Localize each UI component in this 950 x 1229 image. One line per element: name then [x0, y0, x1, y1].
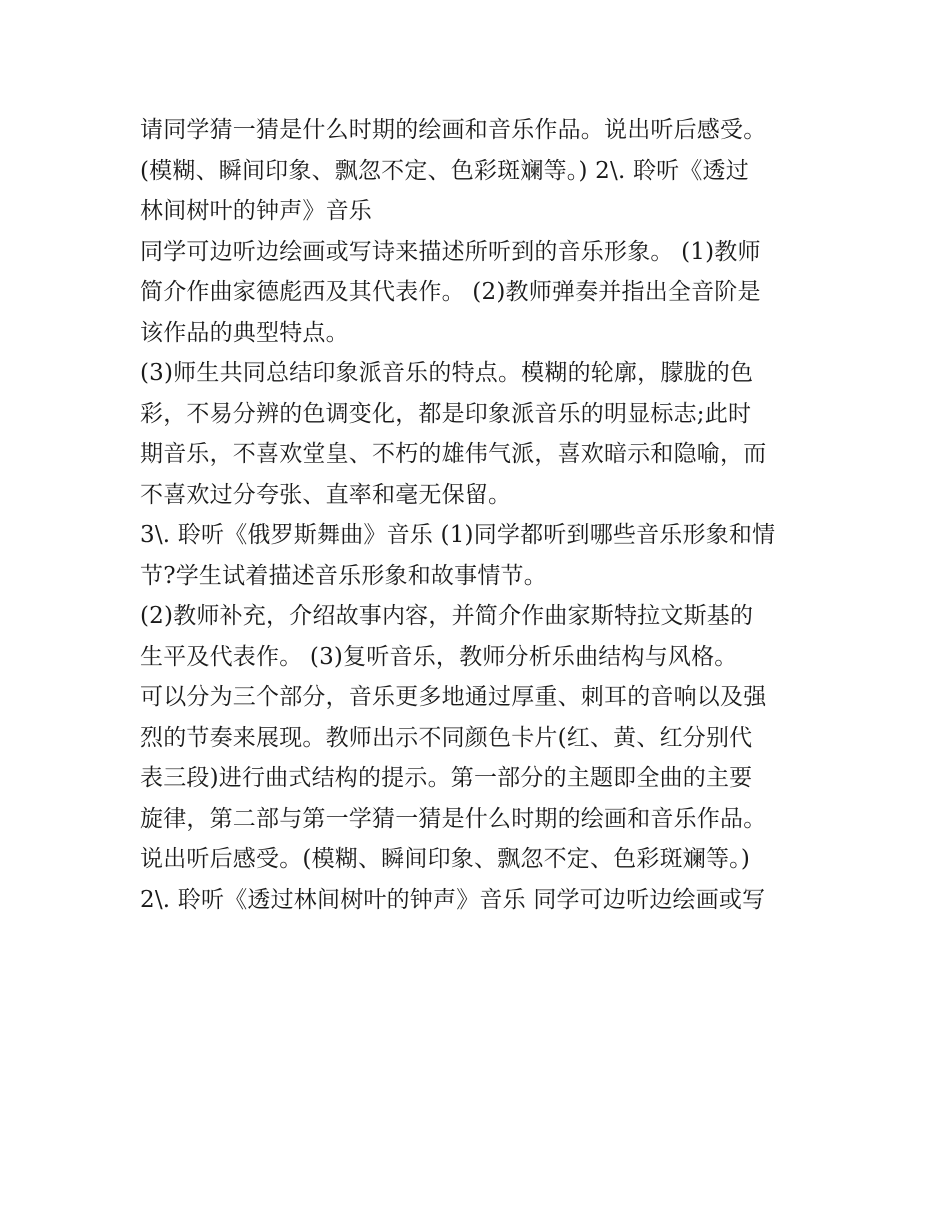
- text-line: 生平及代表作。 (3)复听音乐，教师分析乐曲结构与风格。: [140, 643, 738, 670]
- text-line: 说出听后感受。(模糊、瞬间印象、飘忽不定、色彩斑斓等。): [140, 846, 751, 872]
- text-line: 2\. 聆听《透过林间树叶的钟声》音乐 同学可边听边绘画或写: [140, 886, 766, 913]
- text-line: 彩，不易分辨的色调变化，都是印象派音乐的明显标志;此时: [140, 400, 752, 427]
- text-line: 旋律，第二部与第一学猜一猜是什么时期的绘画和音乐作品。: [140, 805, 767, 832]
- text-line: (模糊、瞬间印象、飘忽不定、色彩斑斓等。) 2\. 聆听《透过: [140, 157, 749, 184]
- document-body: [140, 110, 820, 920]
- text-line: 可以分为三个部分，音乐更多地通过厚重、刺耳的音响以及强: [140, 684, 767, 710]
- text-line: 节?学生试着描述音乐形象和故事情节。: [140, 562, 547, 589]
- text-line: 表三段)进行曲式结构的提示。第一部分的主题即全曲的主要: [140, 765, 753, 791]
- text-line: 简介作曲家德彪西及其代表作。 (2)教师弹奏并指出全音阶是: [140, 279, 761, 305]
- text-line: 3\. 聆听《俄罗斯舞曲》音乐 (1)同学都听到哪些音乐形象和情: [140, 522, 776, 548]
- text-line: 该作品的典型特点。: [140, 319, 349, 346]
- text-line: 请同学猜一猜是什么时期的绘画和音乐作品。说出听后感受。: [140, 117, 767, 143]
- text-line: (2)教师补充，介绍故事内容，并简介作曲家斯特拉文斯基的: [140, 603, 754, 629]
- text-line: 烈的节奏来展现。教师出示不同颜色卡片(红、黄、红分别代: [140, 724, 753, 751]
- text-line: 期音乐，不喜欢堂皇、不朽的雄伟气派，喜欢暗示和隐喻，而: [140, 441, 767, 467]
- text-line: 不喜欢过分夸张、直率和毫无保留。: [140, 481, 512, 508]
- text-line: 林间树叶的钟声》音乐: [140, 198, 372, 224]
- text-line: (3)师生共同总结印象派音乐的特点。模糊的轮廓，朦胧的色: [140, 360, 754, 386]
- text-line: 同学可边听边绘画或写诗来描述所听到的音乐形象。 (1)教师: [140, 238, 761, 265]
